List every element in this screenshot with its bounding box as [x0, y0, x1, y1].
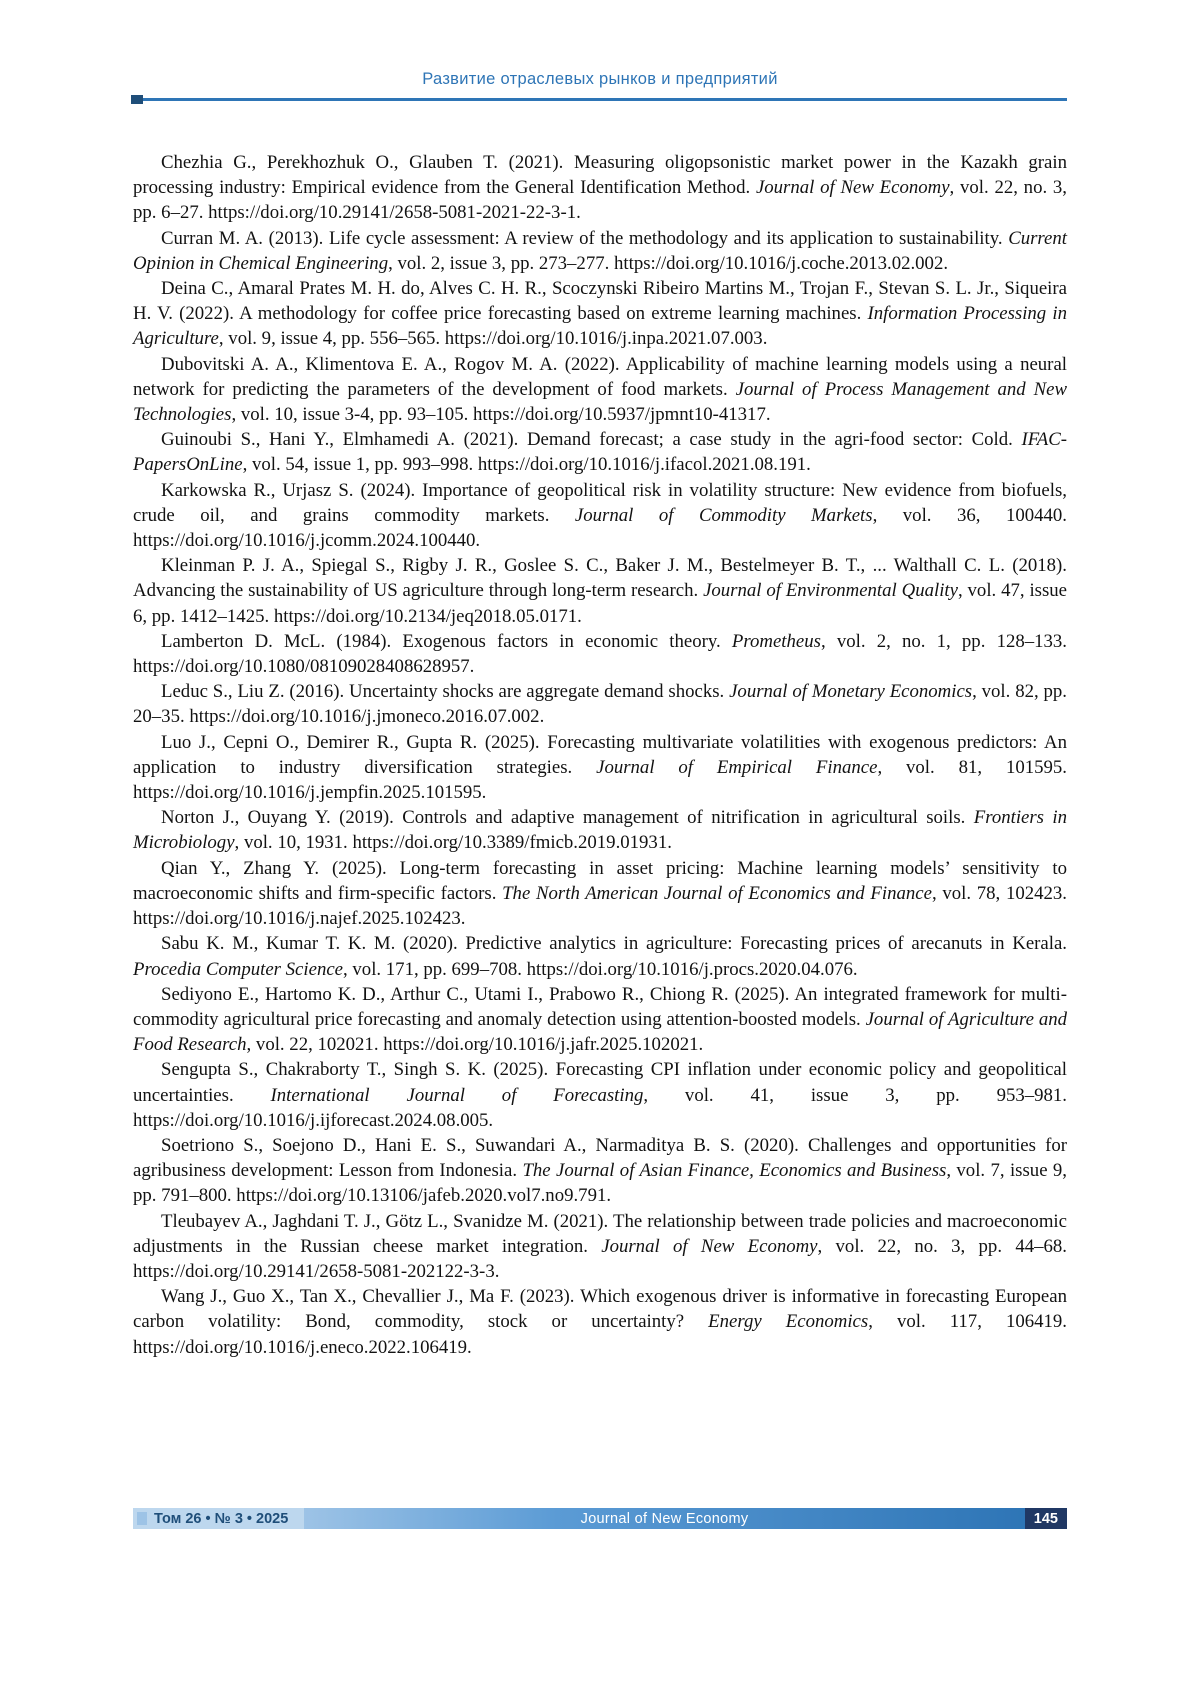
reference-entry	[133, 856, 1067, 932]
reference-text: Curran M. A. (2013). Life cycle assessment: A review of the methodology and its application to sustainability.	[161, 227, 1009, 249]
journal-title-text: Journal of Agriculture and Food Research	[133, 1008, 1068, 1056]
journal-title-text: Information Processing in Agriculture	[133, 303, 1067, 350]
reference-text: Dubovitski A. A., Klimentova E. A., Rogov M. A. (2022). Applicability of machine learning models using a neural network for predicting the parameters of the development of food markets.	[133, 353, 1067, 400]
reference-entry	[133, 427, 1067, 477]
reference-text: , vol. 7, issue 9, pp. 791–800. https://doi.org/10.13106/jafeb.2020.vol7.no9.791.	[133, 1160, 1067, 1207]
reference-text: Kleinman P. J. A., Spiegal S., Rigby J. R., Goslee S. C., Baker J. M., Bestelmeyer B. T., ... Walthall C. L. (2018). Advancing the sustainability of US agriculture through long-term research.	[133, 555, 1067, 602]
reference-text: , vol. 81, 101595. https://doi.org/10.1016/j.jempfin.2025.101595.	[133, 756, 1067, 804]
reference-text: , vol. 2, issue 3, pp. 273–277. https://doi.org/10.1016/j.coche.2013.02.002.	[388, 252, 949, 274]
reference-text: Karkowska R., Urjasz S. (2024). Importance of geopolitical risk in volatility structure: New evidence from biofuels, crude oil, and grains commodity markets.	[133, 479, 1067, 526]
reference-text: Wang J., Guo X., Tan X., Chevallier J., Ma F. (2023). Which exogenous driver is informative in forecasting European carbon volatility: Bond, commodity, stock or uncertainty?	[133, 1286, 1067, 1333]
reference-entry	[133, 226, 1067, 276]
reference-entry	[133, 679, 1067, 729]
journal-title-text: Journal of Commodity Markets	[574, 504, 873, 526]
journal-title-text: Procedia Computer Science	[133, 958, 344, 980]
reference-text: , vol. 22, no. 3, pp. 6–27. https://doi.org/10.29141/2658-5081-2021-22-3-1.	[133, 177, 1068, 224]
reference-text: , vol. 36, 100440. https://doi.org/10.1016/j.jcomm.2024.100440.	[133, 504, 1067, 552]
reference-text: , vol. 10, issue 3-4, pp. 93–105. https://doi.org/10.5937/jpmnt10-41317.	[231, 404, 771, 426]
reference-text: , vol. 9, issue 4, pp. 556–565. https://doi.org/10.1016/j.inpa.2021.07.003.	[218, 328, 768, 350]
reference-text: , vol. 22, 102021. https://doi.org/10.1016/j.jafr.2025.102021.	[246, 1034, 704, 1056]
journal-title-text: Current Opinion in Chemical Engineering	[133, 227, 1067, 274]
running-head-title: Развитие отраслевых рынков и предприятий	[422, 70, 778, 88]
reference-entry	[133, 352, 1067, 428]
journal-title-text: Journal of New Economy	[601, 1235, 818, 1257]
reference-text: , vol. 171, pp. 699–708. https://doi.org/10.1016/j.procs.2020.04.076.	[343, 958, 858, 980]
reference-entry	[133, 150, 1067, 226]
journal-title-text: The Journal of Asian Finance, Economics and Business	[522, 1160, 947, 1182]
reference-entry	[133, 553, 1067, 629]
reference-entry	[133, 1284, 1067, 1360]
volume-issue-badge	[133, 1508, 304, 1529]
journal-title-text: Journal of Empirical Finance	[596, 756, 878, 778]
volume-issue-label: Том 26 • № 3 • 2025	[154, 1510, 289, 1527]
reference-entry	[133, 1133, 1067, 1209]
reference-text: , vol. 117, 106419. https://doi.org/10.1016/j.eneco.2022.106419.	[133, 1311, 1068, 1358]
reference-entry	[133, 1209, 1067, 1285]
reference-entry	[133, 931, 1067, 981]
reference-text: Tleubayev A., Jaghdani T. J., Götz L., Svanidze M. (2021). The relationship between trade policies and macroeconomic adjustments in the Russian cheese market integration.	[133, 1210, 1067, 1257]
reference-text: Leduc S., Liu Z. (2016). Uncertainty shocks are aggregate demand shocks.	[161, 681, 730, 703]
reference-text: , vol. 41, issue 3, pp. 953–981. https://doi.org/10.1016/j.ijforecast.2024.08.005.	[133, 1084, 1068, 1131]
reference-entry	[133, 805, 1067, 855]
reference-text: Qian Y., Zhang Y. (2025). Long-term forecasting in asset pricing: Machine learning models’ sensitivity to macroeconomic shifts and firm-specific factors.	[133, 857, 1067, 904]
journal-title-text: The North American Journal of Economics and Finance	[502, 882, 932, 904]
reference-text: , vol. 10, 1931. https://doi.org/10.3389/fmicb.2019.01931.	[234, 832, 672, 854]
reference-text: Soetriono S., Soejono D., Hani E. S., Suwandari A., Narmaditya B. S. (2020). Challenges and opportunities for agribusiness development: Lesson from Indonesia.	[133, 1134, 1067, 1182]
reference-entry	[133, 276, 1067, 352]
reference-entry	[133, 1057, 1067, 1133]
journal-name-bar: Journal of New Economy	[304, 1508, 1025, 1529]
reference-text: , vol. 82, pp. 20–35. https://doi.org/10.1016/j.jmoneco.2016.07.002.	[133, 681, 1068, 728]
reference-text: Chezhia G., Perekhozhuk O., Glauben T. (2021). Measuring oligopsonistic market power in the Kazakh grain processing industry: Empirical evidence from the General Identification Method.	[133, 152, 1067, 199]
journal-title-text: Energy Economics	[708, 1311, 869, 1333]
reference-text: Luo J., Cepni O., Demirer R., Gupta R. (2025). Forecasting multivariate volatilities with exogenous predictors: An application to industry diversification strategies.	[133, 731, 1067, 778]
reference-text: Deina C., Amaral Prates M. H. do, Alves C. H. R., Scoczynski Ribeiro Martins M., Trojan F., Stevan S. L. Jr., Siqueira H. V. (2022). A methodology for coffee price forecasting based on extreme learning machines.	[133, 278, 1067, 325]
journal-title-text: Journal of Environmental Quality	[703, 580, 958, 602]
journal-title-text: Journal of Process Management and New Technologies	[133, 378, 1068, 426]
page-footer	[133, 1508, 1067, 1529]
reference-text: , vol. 22, no. 3, pp. 44–68. https://doi.org/10.29141/2658-5081-202122-3-3.	[133, 1235, 1067, 1282]
reference-text: Guinoubi S., Hani Y., Elmhamedi A. (2021). Demand forecast; a case study in the agri-food sector: Cold.	[161, 429, 1022, 451]
reference-text: , vol. 47, issue 6, pp. 1412–1425. https://doi.org/10.2134/jeq2018.05.0171.	[133, 580, 1068, 627]
references-list	[133, 150, 1067, 1360]
reference-text: , vol. 2, no. 1, pp. 128–133. https://doi.org/10.1080/08109028408628957.	[133, 630, 1068, 678]
reference-entry	[133, 982, 1067, 1058]
reference-text: , vol. 54, issue 1, pp. 993–998. https://doi.org/10.1016/j.ifacol.2021.08.191.	[242, 454, 811, 476]
page-number: 145	[1025, 1508, 1067, 1529]
reference-text: Norton J., Ouyang Y. (2019). Controls and adaptive management of nitrification in agricultural soils.	[161, 807, 974, 829]
footer-square-icon	[137, 1512, 147, 1525]
reference-entry	[133, 478, 1067, 554]
reference-text: Sengupta S., Chakraborty T., Singh S. K. (2025). Forecasting CPI inflation under economic policy and geopolitical uncertainties.	[133, 1059, 1067, 1106]
reference-entry	[133, 730, 1067, 806]
reference-text: , vol. 78, 102423. https://doi.org/10.1016/j.najef.2025.102423.	[133, 882, 1068, 930]
header-rule-square-icon	[131, 95, 143, 104]
journal-title-text: IFAC-PapersOnLine	[133, 429, 1067, 476]
reference-text: Sabu K. M., Kumar T. K. M. (2020). Predictive analytics in agriculture: Forecasting prices of arecanuts in Kerala.	[161, 933, 1067, 955]
journal-title-text: Prometheus	[731, 630, 821, 652]
reference-entry	[133, 629, 1067, 679]
header-rule	[133, 98, 1067, 101]
journal-title-text: Journal of New Economy	[755, 177, 950, 199]
reference-text: Lamberton D. McL. (1984). Exogenous factors in economic theory.	[161, 630, 732, 652]
journal-title-text: Journal of Monetary Economics	[729, 681, 973, 703]
journal-title-text: Frontiers in Microbiology	[133, 807, 1067, 854]
journal-title-text: International Journal of Forecasting	[270, 1084, 644, 1106]
page-header	[133, 70, 1067, 101]
reference-text: Sediyono E., Hartomo K. D., Arthur C., Utami I., Prabowo R., Chiong R. (2025). An integrated framework for multi-commodity agricultural price forecasting and anomaly detection using attention-boosted models.	[133, 983, 1067, 1030]
